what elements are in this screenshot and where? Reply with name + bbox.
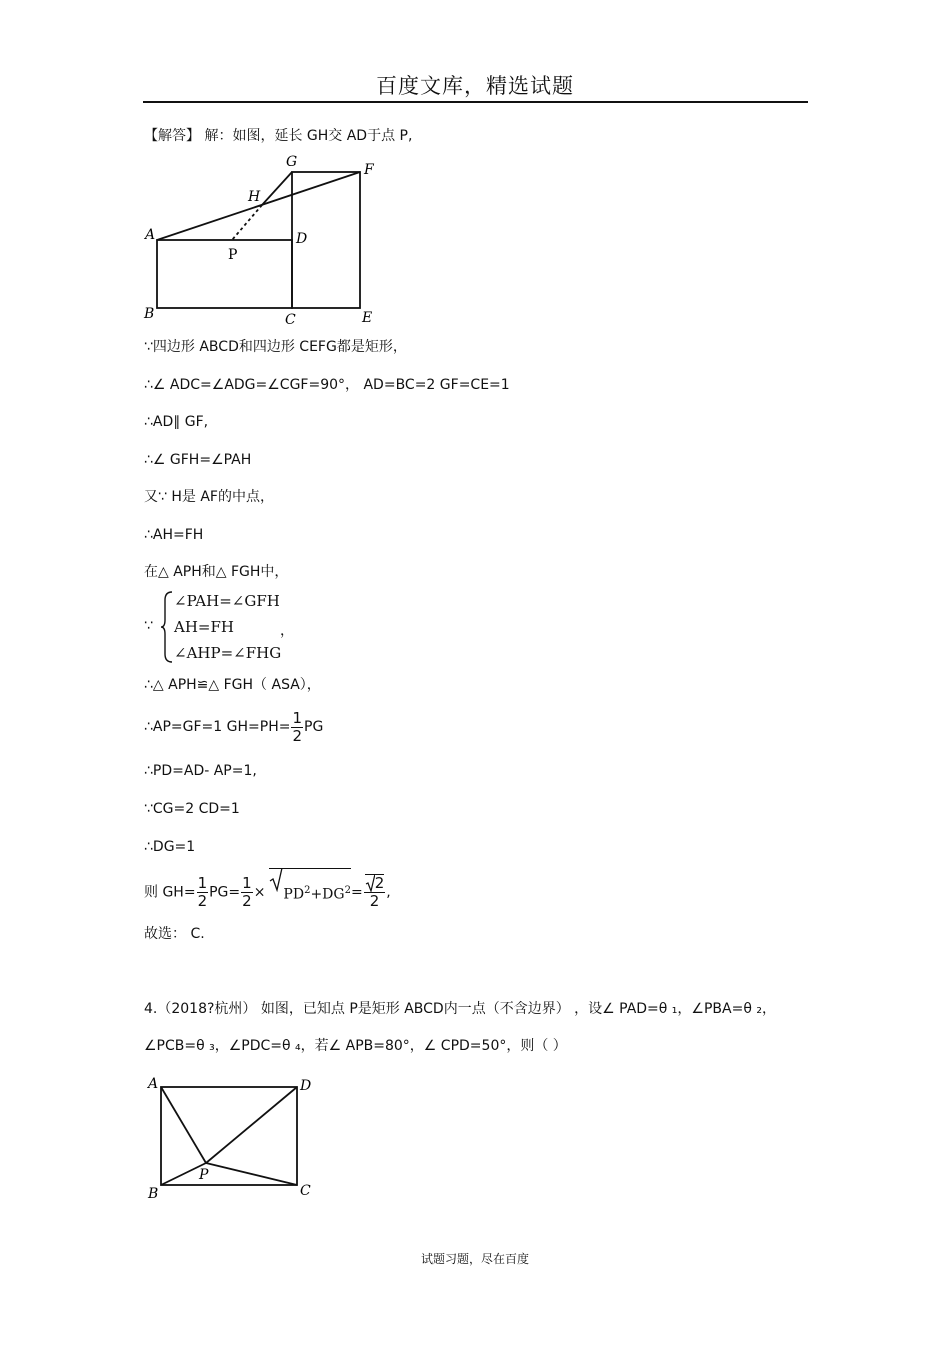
dg-line: ∴DG=1 <box>144 839 196 855</box>
solution-line-7: 在△ APH和△ FGH中， <box>144 564 289 580</box>
answer-line: 故选： C. <box>144 926 205 942</box>
congruence-line: ∴△ APH≌△ FGH（ ASA）， <box>144 677 321 693</box>
left-brace <box>160 590 174 664</box>
pd-line: ∴PD=AD- AP=1, <box>144 763 257 779</box>
fraction-denominator: 2 <box>197 891 208 910</box>
fig2-label-a: A <box>148 1076 159 1092</box>
trailing-comma: , <box>386 884 391 901</box>
ap-gf-pg: PG <box>304 719 324 735</box>
sqrt-dg-square: 2 <box>344 885 351 896</box>
fraction-numerator: 1 <box>242 873 252 892</box>
page-footer: 试题习题，尽在百度 <box>420 1252 529 1266</box>
gh-half-fraction-1 <box>197 875 209 910</box>
fraction-denominator: 2 <box>242 891 252 910</box>
gh-prefix: 则 GH= <box>144 884 196 901</box>
ap-gf-text: ∴AP=GF=1 GH=PH= <box>144 719 291 735</box>
sqrt-plus-dg: +DG <box>310 886 345 903</box>
condition-3: ∠AHP=∠FHG <box>174 644 282 662</box>
sqrt-expression <box>269 868 351 917</box>
solution-line-4: ∴∠ GFH=∠PAH <box>144 452 252 468</box>
condition-1: ∠PAH=∠GFH <box>174 592 280 610</box>
congruence-conditions <box>144 590 344 665</box>
page-header: 百度文库，精选试题 <box>376 74 574 98</box>
fig1-label-p: P <box>228 247 238 263</box>
gh-pg: PG= <box>209 884 241 901</box>
solution-line-2: ∴∠ ADC=∠ADG=∠CGF=90°， AD=BC=2 GF=CE=1 <box>144 377 510 393</box>
fig1-label-e: E <box>362 310 373 326</box>
sqrt-pd: PD <box>283 886 305 903</box>
fig1-label-d: D <box>296 231 308 247</box>
system-comma: ， <box>280 623 294 639</box>
condition-2: AH=FH <box>174 618 234 636</box>
sqrt2-radicand: 2 <box>374 874 385 893</box>
fig2-label-d: D <box>300 1078 312 1094</box>
half-fraction <box>291 710 303 745</box>
header-rule <box>143 101 808 103</box>
equals-sign: = <box>350 884 363 901</box>
fig2-label-p: P <box>199 1167 209 1183</box>
ap-gf-line <box>144 708 323 746</box>
fig1-label-h: H <box>248 189 261 205</box>
fraction-denominator: 2 <box>292 726 302 745</box>
fig1-label-c: C <box>285 312 296 328</box>
solution-line-1: ∵四边形 ABCD和四边形 CEFG都是矩形， <box>144 339 407 355</box>
gh-result-line <box>144 868 391 917</box>
fig1-label-a: A <box>145 227 156 243</box>
fraction-numerator: 1 <box>292 708 302 727</box>
sqrt2-half-fraction <box>364 874 386 910</box>
fig2-label-b: B <box>148 1186 159 1202</box>
cg-line: ∵CG=2 CD=1 <box>144 801 240 817</box>
solution-intro: 【解答】 解：如图，延长 GH交 AD于点 P, <box>144 128 413 144</box>
gh-half-fraction-2 <box>241 875 253 910</box>
radical-sign-small <box>365 874 375 892</box>
solution-line-6: ∴AH=FH <box>144 527 204 543</box>
fraction-numerator: 1 <box>197 873 208 892</box>
solution-line-5: 又∵ H是 AF的中点， <box>144 489 274 505</box>
fig2-label-c: C <box>300 1183 311 1199</box>
radical-sign <box>269 868 283 892</box>
fraction-denominator: 2 <box>369 892 380 911</box>
question-line-1: 4.（2018?杭州） 如图，已知点 P是矩形 ABCD内一点（不含边界） ，设∠ PAD=θ ₁，∠PBA=θ ₂， <box>144 1001 776 1017</box>
fig1-label-b: B <box>144 306 155 322</box>
fig1-label-g: G <box>286 154 298 170</box>
figure-2-geometry <box>140 1070 330 1205</box>
question-line-2: ∠PCB=θ ₃，∠PDC=θ ₄，若∠ APB=80°，∠ CPD=50°，则（ ） <box>144 1038 567 1054</box>
sqrt2-numerator <box>364 874 386 893</box>
sqrt2 <box>365 874 385 892</box>
figure-1-geometry <box>140 150 390 330</box>
because-symbol: ∵ <box>144 618 153 634</box>
sqrt-pd-square: 2 <box>304 885 311 896</box>
times-sign: × <box>253 884 266 901</box>
fig1-label-f: F <box>364 162 374 178</box>
solution-line-3: ∴AD∥ GF, <box>144 414 209 430</box>
